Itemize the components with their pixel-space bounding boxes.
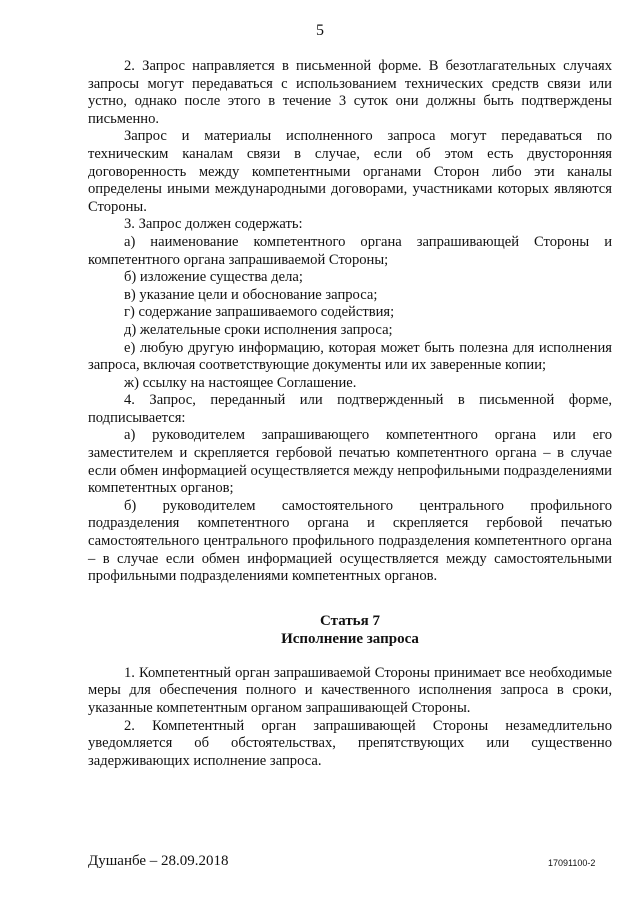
list-item: ж) ссылку на настоящее Соглашение. <box>124 374 357 391</box>
paragraph: 2. Компетентный орган запрашивающей Стороны незамедлительно уведомляется об обстоятельствах, препятствующих или существенно задерживающих исполнение запроса. <box>88 717 612 769</box>
list-item: б) руководителем самостоятельного центрального профильного подразделения компетентного органа и скрепляется гербовой печатью самостоятельного центрального профильного подразделения компетентного органа – в случае если обмен информацией осуществляется между самостоятельными профильными подразделениями компетентных органов. <box>88 497 612 585</box>
paragraph: 1. Компетентный орган запрашиваемой Стороны принимает все необходимые меры для обеспечения полного и качественного исполнения запроса в сроки, указанные компетентным органом запрашивающей Стороны. <box>88 664 612 716</box>
article-title: Исполнение запроса <box>281 630 419 647</box>
footer-doc-code: 17091100-2 <box>548 858 596 868</box>
article-number: Статья 7 <box>320 612 380 629</box>
document-body <box>88 58 612 770</box>
list-item: а) руководителем запрашивающего компетентного органа или его заместителем и скрепляется гербовой печатью компетентного органа – в случае если обмен информацией осуществляется между непрофильными подразделениями компетентных органов; <box>88 427 612 497</box>
paragraph: Запрос и материалы исполненного запроса могут передаваться по техническим каналам связи в случае, если об этом есть двусторонняя договоренность между компетентными органами Сторон либо эти каналы определены иными международными договорами, участниками которых являются Стороны. <box>88 128 612 215</box>
footer-place-date: Душанбе – 28.09.2018 <box>88 853 229 869</box>
paragraph: 4. Запрос, переданный или подтвержденный в письменной форме, подписывается: <box>88 392 612 426</box>
list-item: е) любую другую информацию, которая может быть полезна для исполнения запроса, включая соответствующие документы или их заверенные копии; <box>88 339 612 374</box>
page-number: 5 <box>316 22 324 39</box>
list-item: в) указание цели и обоснование запроса; <box>124 286 378 303</box>
list-item: а) наименование компетентного органа запрашивающей Стороны и компетентного органа запрашиваемой Стороны; <box>88 233 612 268</box>
list-item: г) содержание запрашиваемого содействия; <box>124 304 395 321</box>
paragraph: 3. Запрос должен содержать: <box>124 216 303 233</box>
list-item: д) желательные сроки исполнения запроса; <box>124 321 393 338</box>
paragraph: 2. Запрос направляется в письменной форме. В безотлагательных случаях запросы могут передаваться с использованием технических средств связи или устно, однако после этого в течение 3 суток они должны быть подтверждены письменно. <box>88 58 612 127</box>
list-item: б) изложение существа дела; <box>124 269 303 286</box>
